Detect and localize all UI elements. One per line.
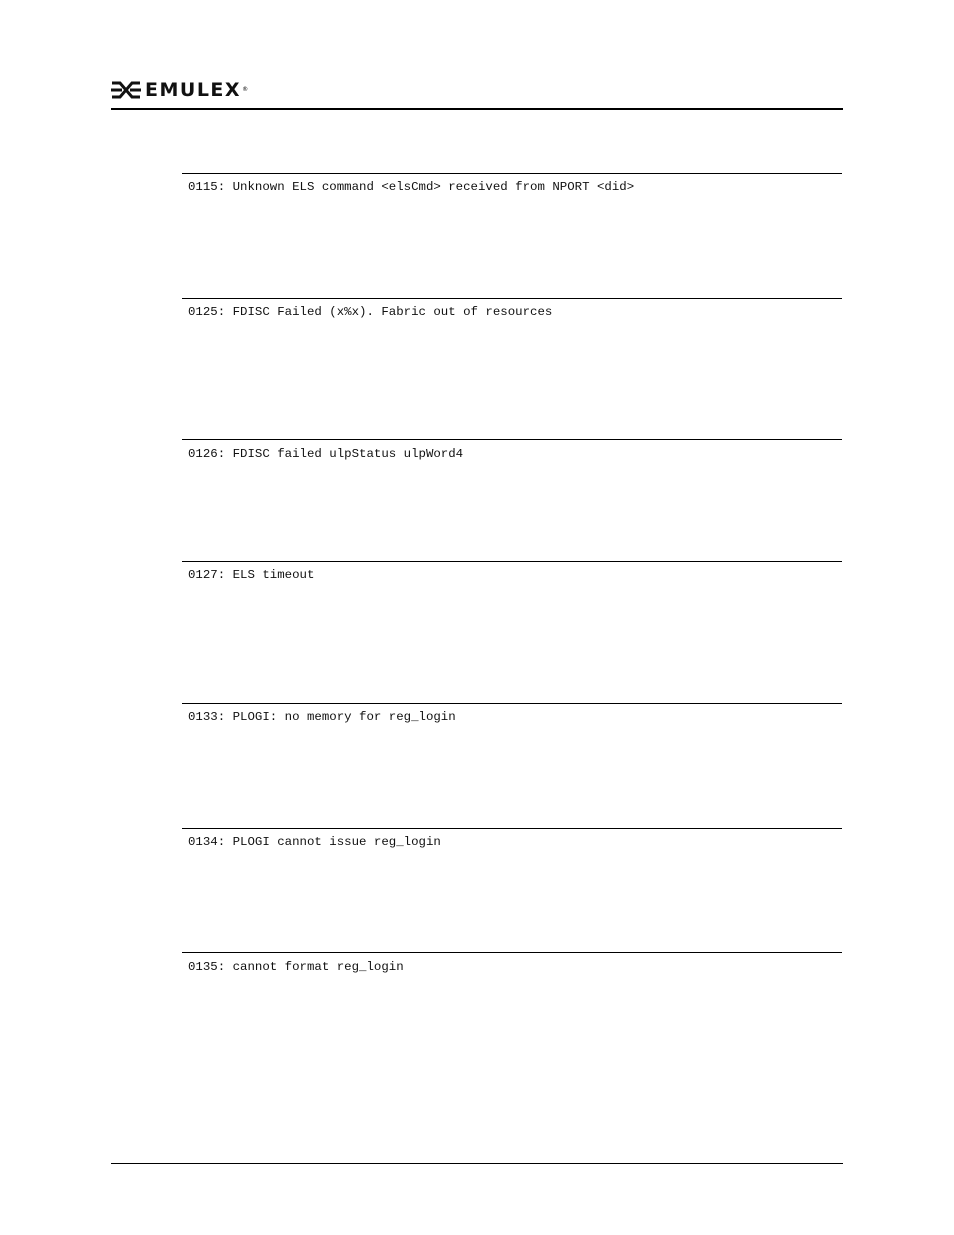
log-message-0127: 0127: ELS timeout <box>188 568 315 582</box>
emulex-logo-icon <box>111 81 141 99</box>
entry-divider <box>182 439 842 440</box>
entry-divider <box>182 828 842 829</box>
brand-name: EMULEX <box>145 79 242 101</box>
entry-divider <box>182 173 842 174</box>
footer-divider <box>111 1163 843 1164</box>
entry-divider <box>182 298 842 299</box>
header-divider <box>111 108 843 110</box>
entry-divider <box>182 952 842 953</box>
log-message-0115: 0115: Unknown ELS command <elsCmd> received from NPORT <did> <box>188 180 635 194</box>
log-message-0134: 0134: PLOGI cannot issue reg_login <box>188 835 441 849</box>
entry-divider <box>182 703 842 704</box>
entry-divider <box>182 561 842 562</box>
log-message-0125: 0125: FDISC Failed (x%x). Fabric out of resources <box>188 305 553 319</box>
trademark-symbol: ® <box>242 86 249 93</box>
page-header <box>111 79 248 101</box>
log-message-0135: 0135: cannot format reg_login <box>188 960 404 974</box>
log-message-0133: 0133: PLOGI: no memory for reg_login <box>188 710 456 724</box>
log-message-0126: 0126: FDISC failed ulpStatus ulpWord4 <box>188 447 464 461</box>
